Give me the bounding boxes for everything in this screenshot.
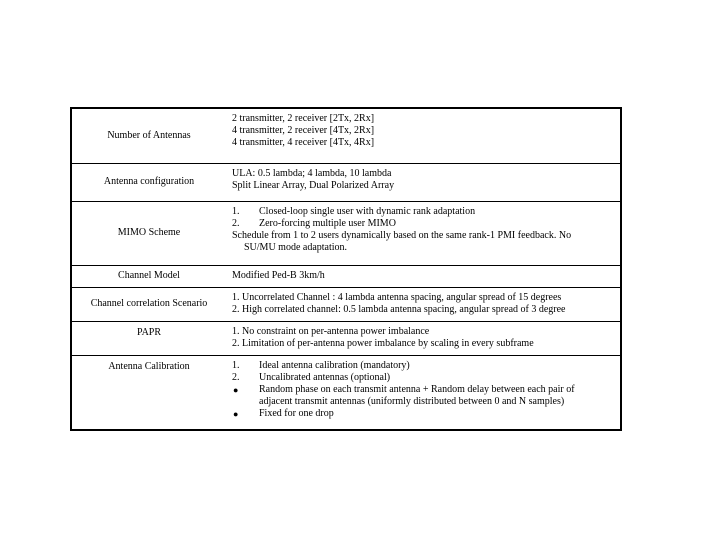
- table-row: [71, 163, 621, 201]
- row-label: Channel correlation Scenario: [71, 287, 226, 321]
- item-number: 1.: [232, 205, 240, 217]
- item-number: 2.: [232, 217, 240, 229]
- row-value: [226, 163, 621, 201]
- table-row: [71, 355, 621, 430]
- parameters-table: [70, 107, 622, 431]
- table-row: [71, 265, 621, 287]
- value-line: Modified Ped-B 3km/h: [232, 269, 325, 281]
- value-line: 2 transmitter, 2 receiver [2Tx, 2Rx]: [232, 113, 375, 124]
- item-text: Fixed for one drop: [259, 408, 334, 420]
- value-line: 2. Limitation of per-antenna power imbalance by scaling in every subframe: [232, 337, 534, 349]
- row-label: MIMO Scheme: [71, 201, 226, 265]
- numbered-item: [232, 218, 614, 230]
- item-text: Random phase on each transmit antenna + Random delay between each pair of: [259, 383, 575, 395]
- value-line: Schedule from 1 to 2 users dynamically based on the same rank-1 PMI feedback. No: [232, 229, 572, 241]
- value-line: 1. No constraint on per-antenna power imbalance: [232, 325, 430, 337]
- value-line: 2. High correlated channel: 0.5 lambda antenna spacing, angular spread of 3 degree: [232, 303, 566, 315]
- row-label: Antenna Calibration: [71, 355, 226, 430]
- row-value: [226, 355, 621, 430]
- row-label: Antenna configuration: [71, 163, 226, 201]
- bullet-item: [232, 384, 614, 396]
- table-row: [71, 321, 621, 355]
- value-line: 4 transmitter, 2 receiver [4Tx, 2Rx]: [232, 125, 375, 137]
- item-text: Zero-forcing multiple user MIMO: [259, 217, 396, 229]
- row-value: [226, 287, 621, 321]
- numbered-item: [232, 360, 614, 372]
- bullet-icon: ●: [233, 409, 239, 420]
- value-line: 1. Uncorrelated Channel : 4 lambda antenna spacing, angular spread of 15 degrees: [232, 291, 562, 303]
- row-label: PAPR: [71, 321, 226, 355]
- bullet-icon: ●: [233, 384, 239, 395]
- table-row: [71, 201, 621, 265]
- row-label: Channel Model: [71, 265, 226, 287]
- table-row: [71, 287, 621, 321]
- item-number: 1.: [232, 359, 240, 371]
- item-text: Uncalibrated antennas (optional): [259, 371, 391, 383]
- value-line: SU/MU mode adaptation.: [244, 242, 348, 254]
- row-label: Number of Antennas: [107, 129, 191, 141]
- row-value: [226, 321, 621, 355]
- item-number: 2.: [232, 371, 240, 383]
- item-continuation: adjacent transmit antennas (uniformly distributed between 0 and N samples): [259, 396, 565, 408]
- value-line: 4 transmitter, 4 receiver [4Tx, 4Rx]: [232, 137, 375, 149]
- row-value: [226, 108, 621, 163]
- numbered-item: [232, 372, 614, 384]
- bullet-item: [232, 408, 614, 420]
- item-text: Ideal antenna calibration (mandatory): [259, 359, 410, 371]
- value-line: Split Linear Array, Dual Polarized Array: [232, 179, 395, 191]
- value-line: ULA: 0.5 lambda; 4 lambda, 10 lambda: [232, 167, 392, 179]
- row-value: [226, 265, 621, 287]
- item-text: Closed-loop single user with dynamic rank adaptation: [259, 205, 476, 217]
- row-value: [226, 201, 621, 265]
- table-row: [71, 108, 621, 163]
- numbered-item: [232, 206, 614, 218]
